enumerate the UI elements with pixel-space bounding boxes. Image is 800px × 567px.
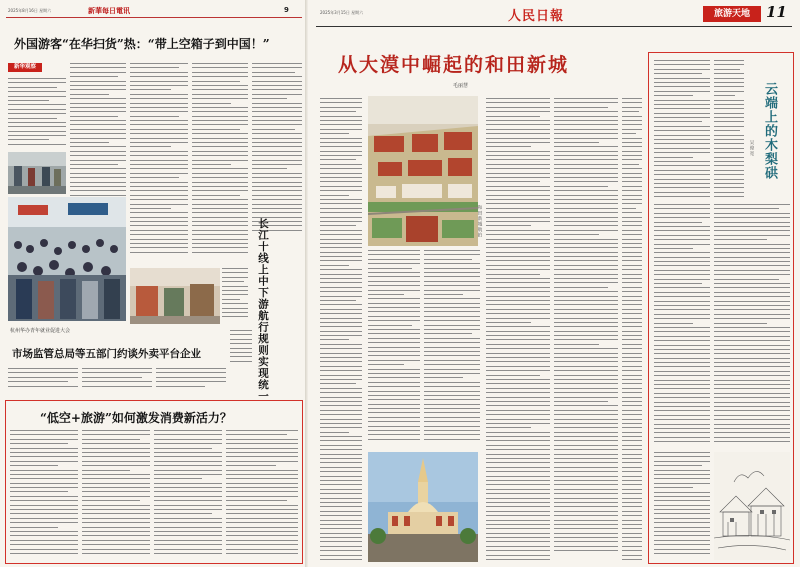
main-photo-caption: 和田新城航拍 [477,205,482,238]
article-text-column [714,204,790,448]
right-masthead-date: 2025年3月15日 星期六 [320,10,364,15]
article-text-column [10,430,78,560]
article-text-column [226,430,298,560]
left-newspaper-page [0,0,308,567]
section-name-travel: 旅游天地 [703,6,761,22]
article-text-column [654,452,710,558]
village-sketch-illustration [714,452,790,560]
article-text-column [222,268,248,324]
article-text-column [714,60,744,200]
article-text-column [252,63,302,238]
shopping-street-photo [130,268,220,324]
article-text-column [622,98,642,560]
article-text-column [8,78,66,150]
article-text-column [654,60,710,200]
left-page-number: 9 [284,6,289,14]
headline-market-regulation: 市场监管总局等五部门约谈外卖平台企业 [12,348,201,360]
side-article-byline: 吴俊宽 [749,140,754,157]
article-text-column [320,98,362,560]
hotan-temple-photo [368,452,478,562]
article-text-column [82,430,150,560]
left-masthead-date: 2025年8月16日 星期六 [8,8,52,13]
article-text-column [156,368,226,396]
airport-shoppers-photo [8,152,66,194]
main-article-byline: 毛丽慧 [453,83,469,89]
vertical-headline-yangtze: 长江十线上中下游航行规则实现统一 [257,218,269,402]
side-headline-mulihong: 云端上的木梨硔 [762,82,777,180]
right-newspaper-page [308,0,800,567]
right-header-rule [316,26,792,27]
article-text-column [654,204,710,448]
article-text-column [424,250,480,450]
hotan-city-aerial-photo [368,96,478,246]
article-text-column [230,330,252,370]
people-daily-logo: 人民日報 [508,9,565,24]
article-text-column [82,368,152,396]
main-headline-hotan: 从大漠中崛起的和田新城 [338,54,570,76]
article-text-column [130,63,188,263]
right-page-number: 11 [766,3,787,21]
article-text-column [486,98,550,560]
article-text-column [192,63,248,263]
article-text-column [368,250,420,450]
job-fair-crowd-photo [8,197,126,321]
article-text-column [554,98,618,560]
job-fair-photo-caption: 杭州华办青年就业促进大会 [10,328,71,334]
headline-low-altitude-tourism: “低空+旅游”如何激发消费新活力？ [40,411,232,425]
article-text-column [154,430,222,560]
section-tag-xinhua: 新华观察 [8,63,42,72]
headline-foreign-shoppers: 外国游客“在华扫货”热：“带上空箱子到中国！” [14,37,270,51]
article-text-column [8,368,78,396]
left-masthead-name: 新華每日電讯 [88,6,130,15]
left-header-rule [6,17,302,18]
